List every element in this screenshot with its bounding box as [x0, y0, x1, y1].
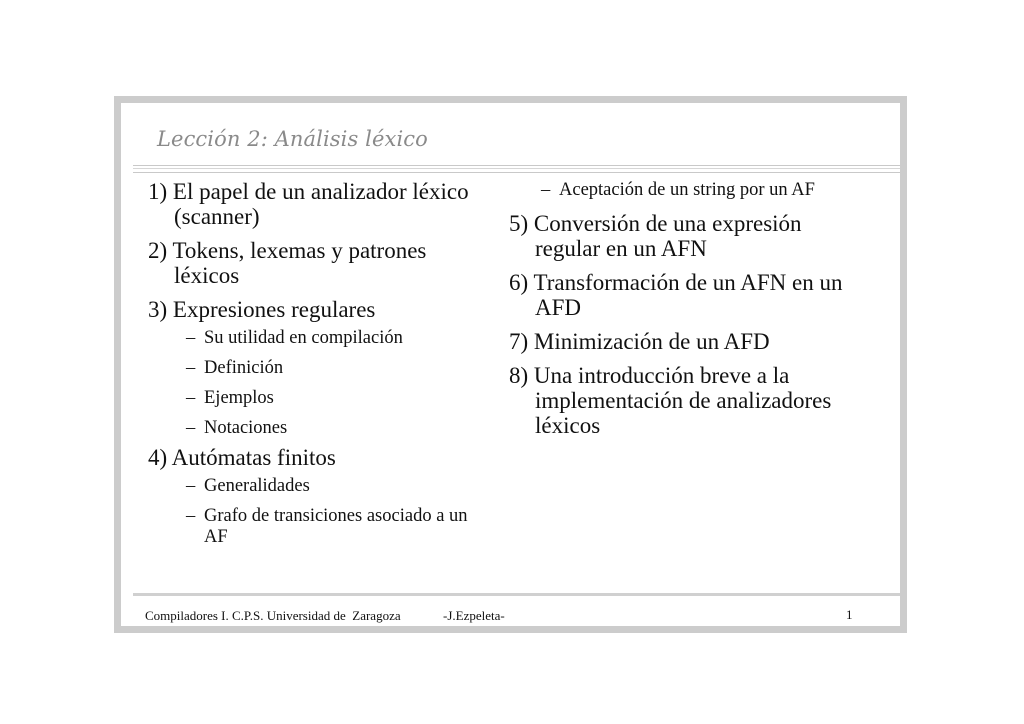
slide: [114, 96, 907, 633]
footer-author: -J.Ezpeleta-: [443, 608, 505, 623]
subtopic: – Generalidades: [186, 476, 310, 496]
dash-bullet-icon: –: [186, 476, 196, 496]
topic-1: 1) El papel de un analizador léxico (scanner): [148, 179, 469, 229]
subtopic: – Grafo de transiciones asociado a un AF: [186, 506, 468, 547]
subtopic: – Su utilidad en compilación: [186, 328, 403, 348]
subtopic: – Ejemplos: [186, 388, 274, 408]
topic-3: 3) Expresiones regulares: [148, 297, 376, 322]
dash-bullet-icon: –: [186, 388, 196, 408]
topic-4: 4) Autómatas finitos: [148, 445, 336, 470]
subtopic: – Notaciones: [186, 418, 288, 438]
subtopic: – Aceptación de un string por un AF: [541, 180, 815, 200]
topic-5: 5) Conversión de una expresión regular en un AFN: [509, 211, 802, 261]
footer-course: Compiladores I. C.P.S. Universidad de Zaragoza: [145, 608, 401, 623]
slide-title: Lección 2: Análisis léxico: [157, 127, 428, 151]
dash-bullet-icon: –: [541, 180, 551, 200]
topic-8: 8) Una introducción breve a la implementación de analizadores léxicos: [509, 363, 832, 438]
right-column: [509, 180, 869, 447]
footer-divider: [133, 593, 900, 596]
topic-6: 6) Transformación de un AFN en un AFD: [509, 270, 843, 320]
dash-bullet-icon: –: [186, 358, 196, 378]
dash-bullet-icon: –: [186, 506, 196, 526]
page-number: 1: [846, 607, 853, 622]
topic-7: 7) Minimización de un AFD: [509, 329, 770, 354]
title-divider: [133, 165, 900, 173]
topic-2: 2) Tokens, lexemas y patrones léxicos: [148, 238, 427, 288]
dash-bullet-icon: –: [186, 418, 196, 438]
subtopic: – Definición: [186, 358, 284, 378]
dash-bullet-icon: –: [186, 328, 196, 348]
left-column: [148, 179, 488, 557]
